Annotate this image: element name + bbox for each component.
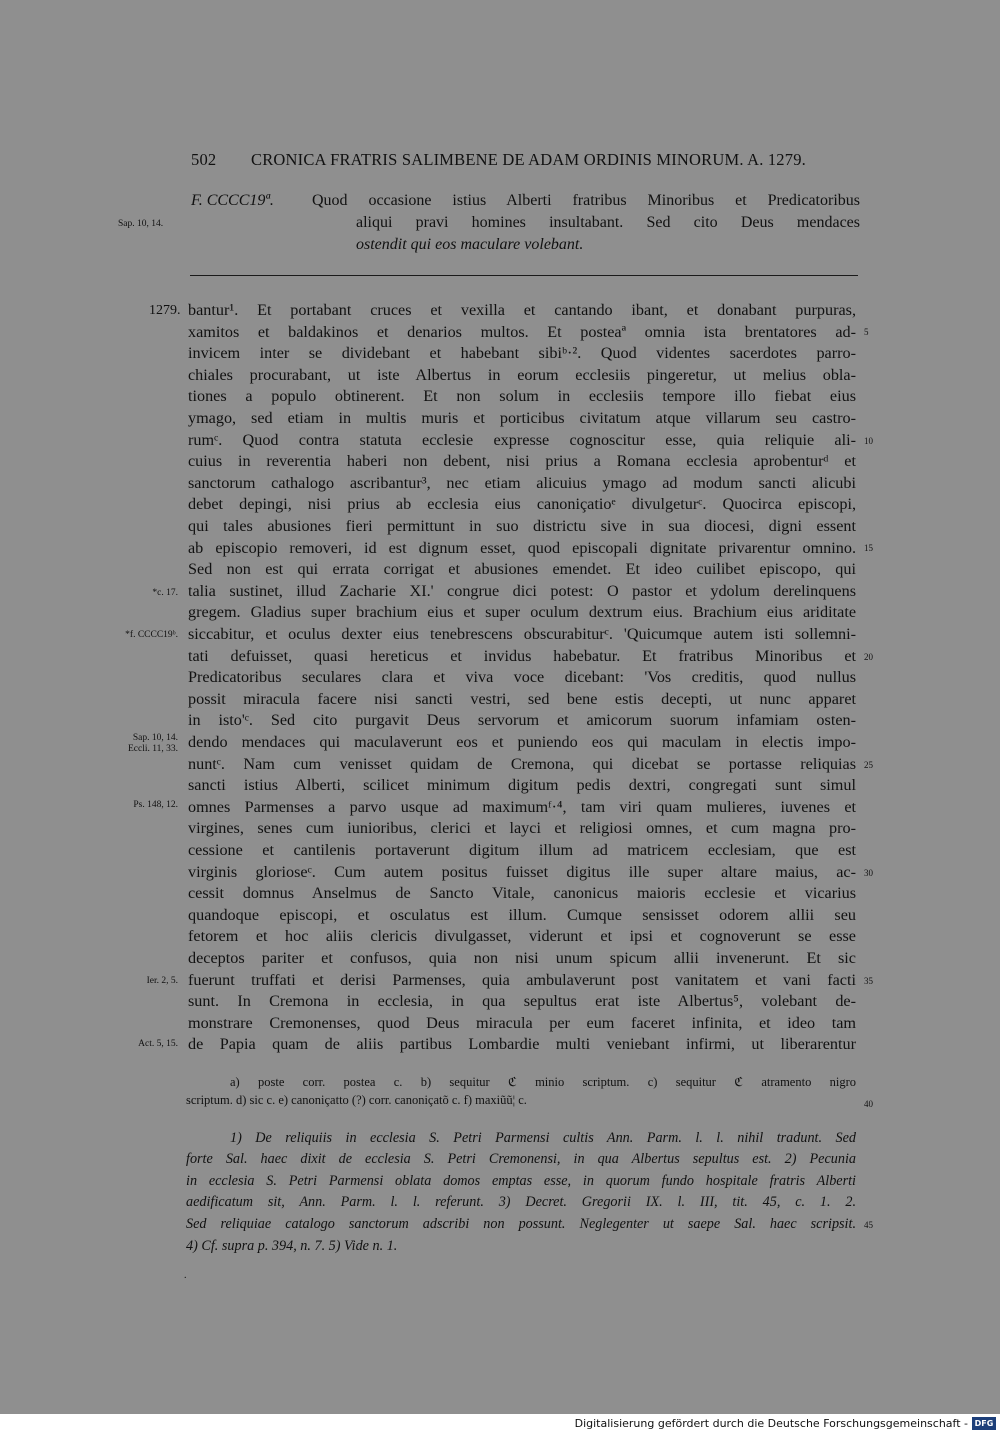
credit-text: Digitalisierung gefördert durch die Deutsche Forschungsgemeinschaft - (574, 1417, 968, 1430)
text-line: debet depingi, nisi prius ab ecclesia eius canoniçatioᵉ divulgeturᶜ. Quocirca episcopi, (188, 495, 856, 514)
footnote-line: in ecclesia S. Petri Parmensi oblata domos emptas esse, in quorum fundo hospitale fratris Alberti (186, 1173, 856, 1189)
line-number: 10 (864, 436, 873, 446)
text-line: Sed non est qui errata corrigat et abusiones emendet. Et ideo cuilibet episcopo, qui (188, 560, 856, 579)
text-line: bantur¹. Et portabant cruces et vexilla et cantando ibant, et donabant purpuras, (188, 301, 856, 319)
text-line: sancti istius Alberti, scilicet minimum digitum pedis dextri, congregati sunt simul (188, 776, 856, 795)
margin-ref: *c. 17. (152, 588, 178, 598)
line-number: 25 (864, 760, 873, 770)
text-line: talia sustinet, illud Zacharie XI.' congrue dici potest: O pastor et ydolum derelinquens (188, 581, 856, 600)
folio-marker: F. CCCC19ª. (191, 192, 274, 209)
text-line: ymago, sed etiam in multis muris et porticibus civitatum atque villarum seu castro- (188, 409, 856, 427)
line-number: 35 (864, 976, 873, 986)
text-line: in isto'ᶜ. Sed cito purgavit Deus servorum et amicorum suorum infamiam osten- (188, 711, 856, 730)
line-number: 45 (864, 1220, 873, 1230)
line-number: 5 (864, 327, 869, 337)
line-number: 30 (864, 868, 873, 878)
text-line: tati defuisset, quasi hereticus et invidus habebatur. Et fratribus Minoribus et (188, 646, 856, 665)
summary-line-1: Quod occasione istius Alberti fratribus Minoribus et Predicatoribus (312, 192, 860, 209)
margin-ref: Sap. 10, 14. (132, 733, 178, 743)
text-line: virginis glorioseᶜ. Cum autem positus fuisset digitus ille super altare maius, ac- (188, 862, 856, 881)
footnote-line: 4) Cf. supra p. 394, n. 7. 5) Vide n. 1. (186, 1238, 398, 1254)
text-line: gregem. Gladius super brachium eius et super oculum dextrum eius. Brachium eius ariditate (188, 603, 856, 622)
text-line: cessit domnus Anselmus de Sancto Vitale, canonicus maioris ecclesie et vicarius (188, 884, 856, 903)
footnote-line: forte Sal. haec dixit de ecclesia S. Petri Cremonensi, in qua Albertus sepultus est. 2) Pecunia (186, 1151, 856, 1167)
text-line: rumᶜ. Quod contra statuta ecclesie expresse cognoscitur esse, quia reliquie ali- (188, 430, 856, 449)
text-line: cuius in reverentia haberi non debent, nisi prius a Romana ecclesia aprobenturᵈ et (188, 452, 856, 471)
margin-ref: Eccli. 11, 33. (127, 744, 178, 754)
text-note: scriptum. d) sic c. e) canoniçatto (?) corr. canoniçatõ c. f) maxiũũ¦ c. (186, 1093, 527, 1107)
text-line: siccabitur, et oculus dexter eius tenebrescens obscurabiturᶜ. 'Quicumque autem isti sollemni- (188, 625, 856, 643)
text-line: de Papia quam de aliis partibus Lombardie multi veniebant infirmi, ut liberarentur (188, 1035, 856, 1054)
text-line: fuerunt truffati et derisi Parmenses, quia ambulaverunt post vanitatem et vani facti (188, 970, 856, 989)
text-line: chiales procurabant, ut iste Albertus in eorum ecclesiis pingeretur, ut melius obla- (188, 365, 856, 384)
text-note: a) poste corr. postea c. b) sequitur ℭ minio scriptum. c) sequitur ℭ atramento nigro (230, 1075, 856, 1089)
text-line: nuntᶜ. Nam cum venisset quidam de Cremona, qui dicebat se portasse reliquias (188, 754, 856, 773)
text-line: virgines, senes cum iunioribus, clerici et layci et religiosi omnes, et cum magna pro- (188, 819, 856, 838)
text-line: cessione et cantilenis portaverunt digitum illum ad matricem ecclesiam, que est (188, 841, 856, 859)
text-line: invicem inter se dividebant et habebant sibiᵇ·². Quod videntes sacerdotes parro- (188, 344, 856, 363)
margin-ref: *f. CCCC19ᵇ. (125, 630, 178, 640)
margin-ref: Act. 5, 15. (138, 1039, 178, 1049)
text-line: xamitos et baldakinos et denarios multos. Et posteaª omnia ista brentatores ad- (188, 322, 856, 341)
summary-line-3: ostendit qui eos maculare volebant. (356, 236, 584, 253)
line-number: 15 (864, 543, 873, 553)
text-line: sanctorum cathalogo ascribantur³, nec etiam alicuius ymago ad modum sancti alicubi (188, 473, 856, 492)
text-line: fetorem et hoc aliis clericis divulgasset, viderunt et ipsi et cognoverunt se esse (188, 927, 856, 946)
text-line: qui tales abusiones fieri permittunt in suo districtu sive in sua diocesi, digni essent (188, 517, 856, 535)
line-number: 40 (864, 1099, 873, 1109)
footnote-line: Sed reliquiae catalogo sanctorum adscribi non possunt. Neglegenter ut saepe Sal. haec scripsit. (186, 1216, 856, 1232)
text-line: dendo mendaces qui maculaverunt eos et puniendo eos qui maculam in electis impo- (188, 733, 856, 751)
text-line: quandoque episcopi, et osculatus est illum. Cumque sensisset odorem allii seu (188, 905, 856, 924)
footnote-line: aedificatum sit, Ann. Parm. l. l. referunt. 3) Decret. Gregorii IX. l. III, tit. 45, c. 1. 2. (186, 1194, 856, 1210)
stray-mark: . (184, 1270, 187, 1281)
text-line: monstrare Cremonenses, quod Deus miracula per eum faceret infinita, et ideo tam (188, 1013, 856, 1032)
text-line: omnes Parmenses a parvo usque ad maximumᶠ·⁴, tam viri quam mulieres, iuvenes et (188, 797, 856, 816)
margin-ref: Ier. 2, 5. (146, 976, 178, 986)
text-line: ab episcopio removeri, id est dignum esset, quod episcopali dignitate privarentur omnino. (188, 538, 856, 557)
dfg-logo: DFG (972, 1417, 996, 1430)
footnote-line: 1) De reliquiis in ecclesia S. Petri Parmensi cultis Ann. Parm. l. l. nihil tradunt. Sed (230, 1130, 856, 1146)
text-line: sunt. In Cremona in ecclesia, in qua sepultus erat iste Albertus⁵, volebant de- (188, 992, 856, 1011)
text-line: tiones a populo obtinerent. Et non solum in ecclesiis tempore illo fiebat eius (188, 387, 856, 406)
margin-ref: Ps. 148, 12. (133, 800, 178, 810)
text-line: possit miracula facere nisi sancti vestri, sed bene estis decepti, ut nunc apparet (188, 689, 856, 708)
summary-margin-ref: Sap. 10, 14. (118, 219, 164, 229)
section-divider (190, 275, 858, 276)
line-number: 20 (864, 652, 873, 662)
text-line: Predicatoribus seculares clara et viva voce dicebant: 'Vos creditis, quod nullus (188, 668, 856, 687)
page-number: 502 (191, 150, 217, 169)
credit-bar (0, 1414, 1000, 1434)
summary-line-2: aliqui pravi homines insultabant. Sed cito Deus mendaces (356, 214, 860, 231)
year-marker: 1279. (149, 303, 181, 318)
text-line: deceptos pariter et confusos, quia non nisi unum spicum allii invenerunt. Et sic (188, 949, 856, 967)
running-title: CRONICA FRATRIS SALIMBENE DE ADAM ORDINIS MINORUM. A. 1279. (251, 150, 806, 169)
